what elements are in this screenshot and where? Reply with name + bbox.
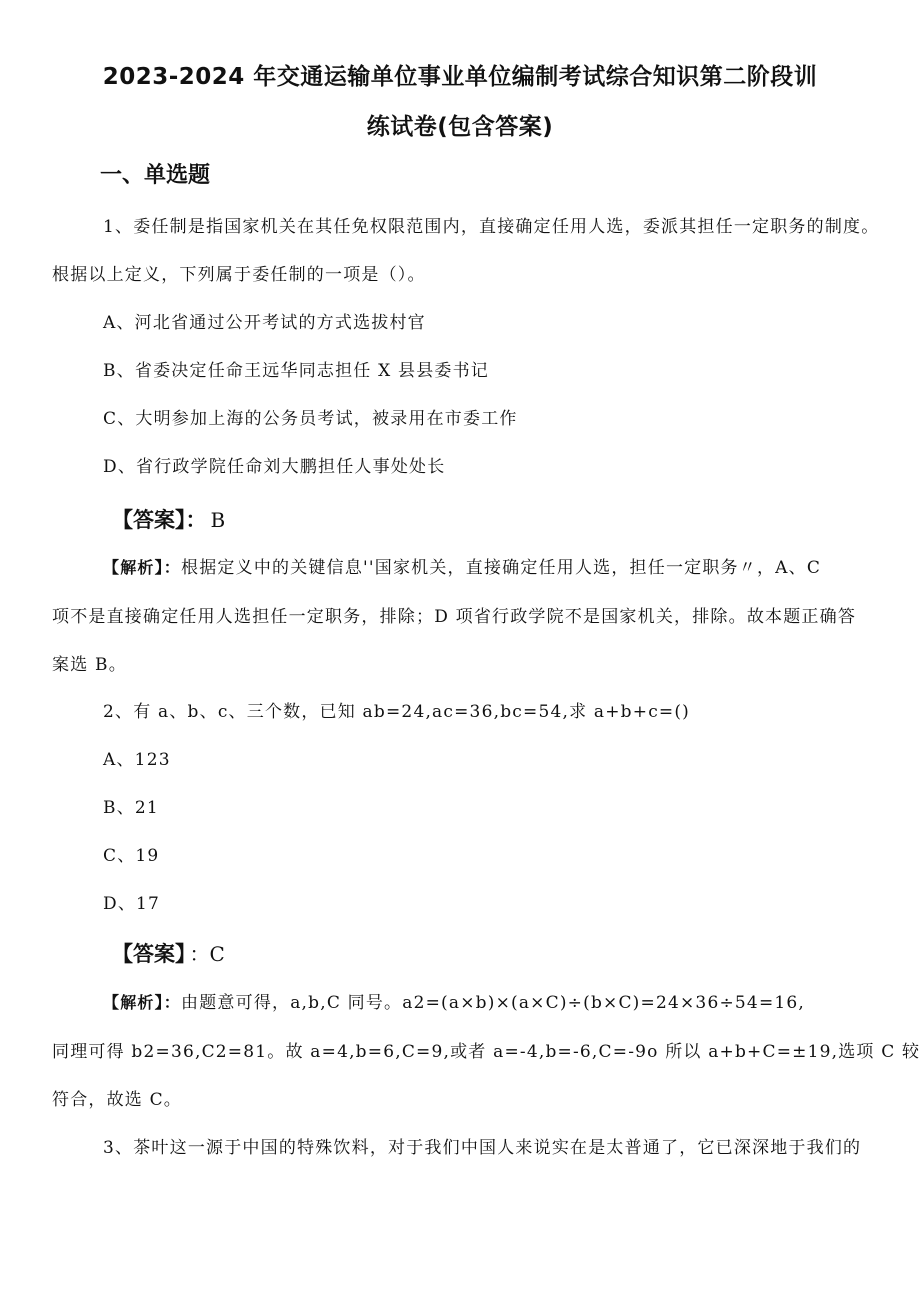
q2-option-c: C、19 (103, 846, 160, 866)
q1-answer-value: B (210, 508, 226, 532)
q1-option-b: B、省委决定任命王远华同志担任 X 县县委书记 (103, 361, 490, 381)
q2-answer (112, 938, 225, 968)
q2-answer-label: 【答案】 (112, 942, 186, 966)
q1-analysis-line-1 (103, 553, 873, 578)
q2-analysis-label: 【解析】： (103, 993, 182, 1012)
section-heading: 一、单选题 (100, 163, 211, 188)
q2-analysis-line-3: 符合，故选 C。 (52, 1090, 183, 1110)
q1-stem-line-2: 根据以上定义，下列属于委任制的一项是（）。 (52, 265, 426, 285)
q2-stem: 2、有 a、b、c、三个数，已知 ab=24,ac=36,bc=54,求 a+b+c=() (103, 702, 691, 722)
q2-option-a: A、123 (103, 750, 171, 770)
q2-option-b: B、21 (103, 798, 159, 818)
q1-stem-line-1: 1、委任制是指国家机关在其任免权限范围内，直接确定任用人选，委派其担任一定职务的制度。 (103, 217, 880, 237)
q2-analysis-line-1 (103, 988, 873, 1013)
q1-analysis-line-2: 项不是直接确定任用人选担任一定职务，排除；D 项省行政学院不是国家机关，排除。故本题正确答 (52, 607, 857, 627)
q1-answer (112, 504, 225, 534)
q1-option-d: D、省行政学院任命刘大鹏担任人事处处长 (103, 457, 446, 477)
document-title-line-2: 练试卷(包含答案) (366, 114, 554, 140)
q1-analysis-label: 【解析】： (103, 558, 182, 577)
q1-analysis-line-3: 案选 B。 (52, 655, 127, 675)
q1-analysis-text-1: 根据定义中的关键信息''国家机关，直接确定任用人选，担任一定职务〃，A、C (181, 558, 822, 578)
q3-stem-line-1: 3、茶叶这一源于中国的特殊饮料，对于我们中国人来说实在是太普通了，它已深深地于我们的 (103, 1138, 862, 1158)
q1-answer-label: 【答案】： (112, 508, 207, 532)
q2-answer-value: ：C (189, 942, 225, 966)
q1-option-c: C、大明参加上海的公务员考试，被录用在市委工作 (103, 409, 518, 429)
document-title-line-1: 2023-2024 年交通运输单位事业单位编制考试综合知识第二阶段训 (102, 64, 818, 90)
q1-option-a: A、河北省通过公开考试的方式选拔村官 (103, 313, 426, 333)
q2-analysis-text-1: 由题意可得，a,b,C 同号。a2=(a×b)×(a×C)÷(b×C)=24×36÷54=16, (181, 993, 806, 1013)
q2-option-d: D、17 (103, 894, 161, 914)
q2-analysis-line-2: 同理可得 b2=36,C2=81。故 a=4,b=6,C=9,或者 a=-4,b=-6,C=-9o 所以 a+b+C=±19,选项 C 较 (52, 1042, 920, 1062)
